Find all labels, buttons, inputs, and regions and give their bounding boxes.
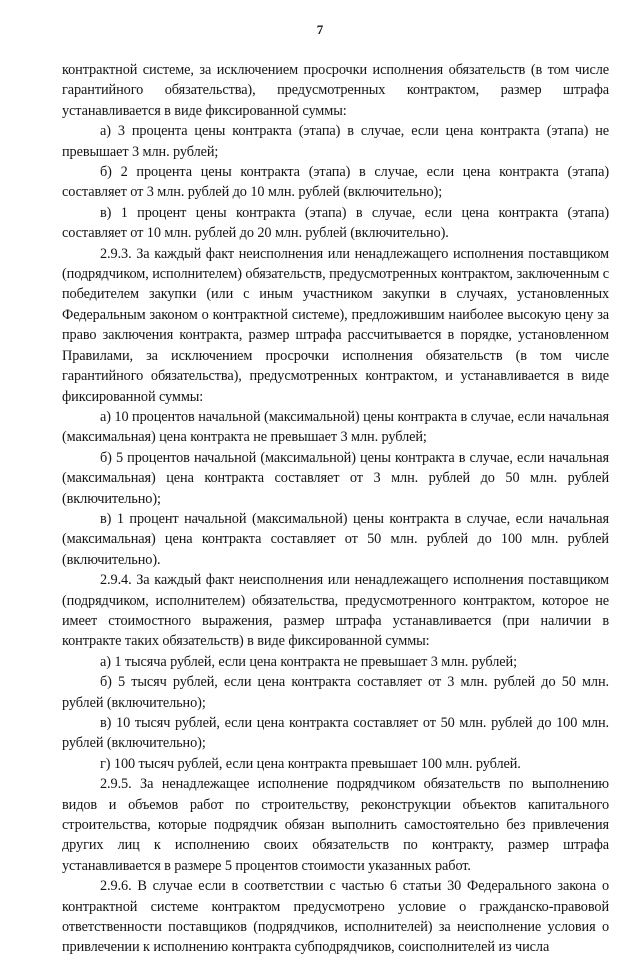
paragraph-item-a: а) 10 процентов начальной (максимальной) цены контракта в случае, если начальная (максимальная) цена контракта не превышает 3 млн. рублей; <box>62 408 609 446</box>
paragraph-continuation: контрактной системе, за исключением просрочки исполнения обязательств (в том числе гарантийного обязательства), предусмотренных контрактом, размер штрафа устанавливается в виде фиксированной суммы: <box>62 62 609 119</box>
paragraph-clause-2-9-4: 2.9.4. За каждый факт неисполнения или ненадлежащего исполнения поставщиком (подрядчиком, исполнителем) обязательства, предусмотренного контрактом, которое не имеет стоимостного выражения, размер штрафа устанавливается (при наличии в контракте таких обязательств) в виде фиксированной суммы: <box>62 572 609 650</box>
page-number: 7 <box>316 22 324 37</box>
paragraph-item-b: б) 5 тысяч рублей, если цена контракта составляет от 3 млн. рублей до 50 млн. рублей (включительно); <box>62 674 609 711</box>
paragraph-item-a: а) 1 тысяча рублей, если цена контракта не превышает 3 млн. рублей; <box>100 653 517 670</box>
paragraph-item-g: г) 100 тысяч рублей, если цена контракта превышает 100 млн. рублей. <box>100 755 521 772</box>
paragraph-item-a: а) 3 процента цены контракта (этапа) в случае, если цена контракта (этапа) не превышает 3 млн. рублей; <box>62 123 609 160</box>
paragraph-item-b: б) 2 процента цены контракта (этапа) в случае, если цена контракта (этапа) составляет от 3 млн. рублей до 10 млн. рублей (включительно); <box>62 164 609 201</box>
document-body <box>62 60 609 958</box>
paragraph-item-b: б) 5 процентов начальной (максимальной) цены контракта в случае, если начальная (максимальная) цена контракта составляет от 3 млн. рублей до 50 млн. рублей (включительно); <box>62 449 609 507</box>
paragraph-clause-2-9-5: 2.9.5. За ненадлежащее исполнение подрядчиком обязательств по выполнению видов и объемов работ по строительству, реконструкции объектов капитального строительства, которые подрядчик обязан выполнить самостоятельно без привлечения других лиц к исполнению своих обязательств по контракту, размер штрафа устанавливается в размере 5 процентов стоимости указанных работ. <box>62 776 609 874</box>
paragraph-item-v: в) 1 процент цены контракта (этапа) в случае, если цена контракта (этапа) составляет от 10 млн. рублей до 20 млн. рублей (включительно). <box>62 204 609 242</box>
paragraph-clause-2-9-3: 2.9.3. За каждый факт неисполнения или ненадлежащего исполнения поставщиком (подрядчиком, исполнителем) обязательств, предусмотренных контрактом, заключенным с победителем закупки (или с иным участником закупки в случаях, установленных Федеральным законом о контрактной системе), предложившим наиболее высокую цену за право заключения контракта, размер штрафа рассчитывается в порядке, установленном Правилами, за исключением просрочки исполнения обязательств (в том числе гарантийного обязательства), предусмотренных контрактом, и устанавливается в виде фиксированной суммы: <box>62 245 609 405</box>
paragraph-item-v: в) 10 тысяч рублей, если цена контракта составляет от 50 млн. рублей до 100 млн. рублей (включительно); <box>62 715 609 752</box>
paragraph-clause-2-9-6: 2.9.6. В случае если в соответствии с частью 6 статьи 30 Федерального закона о контрактной системе контрактом предусмотрено условие о гражданско-правовой ответственности поставщиков (подрядчиков, исполнителей) за неисполнение условия о привлечении к исполнению контракта субподрядчиков, соисполнителей из числа <box>62 878 609 956</box>
paragraph-item-v: в) 1 процент начальной (максимальной) цены контракта в случае, если начальная (максимальная) цена контракта составляет от 50 млн. рублей до 100 млн. рублей (включительно). <box>62 510 609 568</box>
